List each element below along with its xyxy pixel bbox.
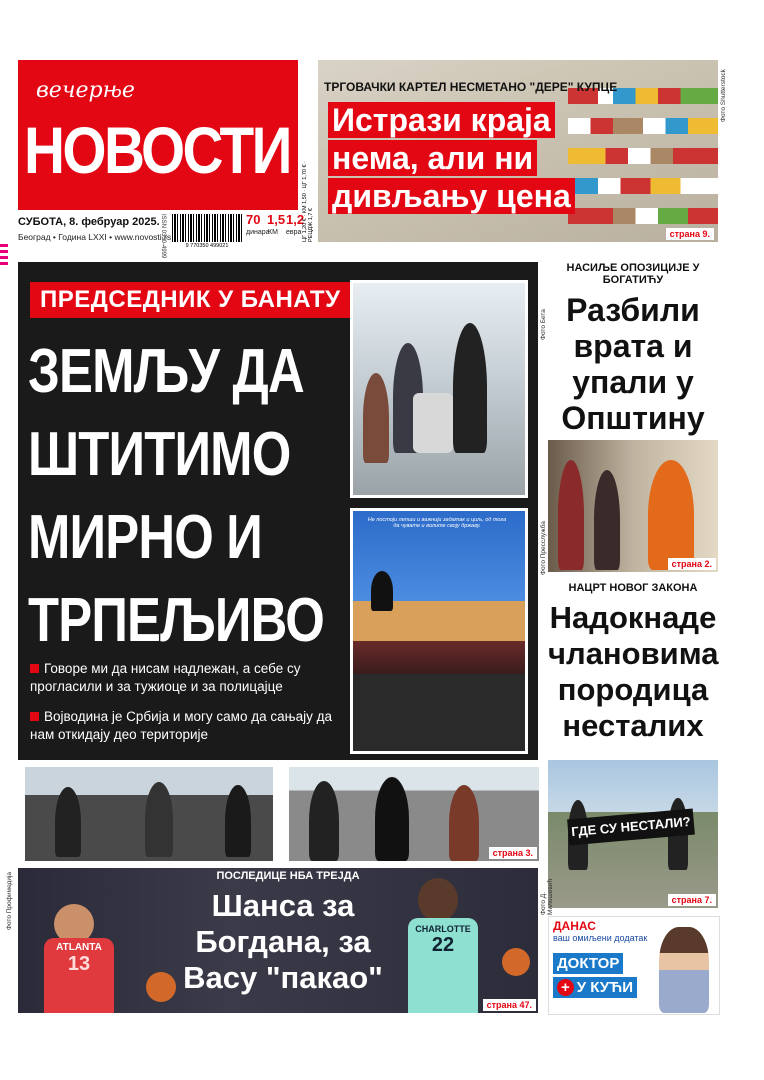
- photo-credit: Фото Профимедија: [6, 871, 13, 930]
- person-figure: [558, 460, 584, 570]
- headline-line: Богдана, за: [195, 924, 371, 959]
- headline-line: несталих: [562, 708, 704, 743]
- main-story[interactable]: [18, 262, 538, 760]
- person-figure: [594, 470, 620, 570]
- person-figure: [363, 373, 389, 463]
- masthead-small-text: вечерње: [36, 78, 135, 103]
- ad-top: ДАНАС: [553, 919, 596, 933]
- person-figure: [225, 785, 251, 857]
- player-head: [418, 878, 458, 922]
- jersey-team: ATLANTA: [56, 942, 102, 953]
- masthead-subline: Београд • Година LXXI • www.novosti.rs: [18, 232, 172, 242]
- price-value: 1,5: [267, 212, 286, 227]
- president-crowd-photo: [286, 764, 542, 864]
- person-figure: [309, 781, 339, 861]
- right-story-headline: [548, 600, 718, 744]
- masthead-title: НОВОСТИ: [24, 113, 290, 187]
- stage-banner: Не постоји лепши и важнији задатак и циљ, од тога да чувате и волите своју државу.: [367, 517, 507, 529]
- protest-banner: ГДЕ СУ НЕСТАЛИ?: [567, 809, 695, 846]
- photo-credit: Фото Бета: [540, 309, 547, 340]
- headline-line: члановима: [548, 636, 719, 671]
- headline-line: ШТИТИМО: [28, 420, 291, 489]
- headline-line: дивљању цена: [328, 178, 575, 214]
- jersey-number: 13: [67, 953, 91, 975]
- right-story-headline: [548, 292, 718, 436]
- bullet-square: [30, 712, 39, 721]
- price-value: 1,2: [286, 212, 305, 227]
- price-value: 70: [246, 212, 261, 227]
- headline-line: нема, али ни: [328, 140, 537, 176]
- main-story-headline: [28, 330, 324, 662]
- photo-credit: Фото Д. Милошевић: [540, 878, 554, 915]
- sewing-machine: [413, 393, 453, 453]
- headline-line: Истрази краја: [328, 102, 555, 138]
- stage-photo: [350, 508, 528, 754]
- headline-line: ЗЕМЉУ ДА: [28, 337, 304, 406]
- page-reference[interactable]: страна 9.: [666, 228, 714, 240]
- ad-title-1: ДОКТОР: [553, 953, 623, 974]
- person-figure: [55, 787, 81, 857]
- headline-line: упали у: [572, 364, 694, 400]
- page-reference[interactable]: страна 3.: [489, 847, 537, 859]
- top-story[interactable]: [318, 60, 718, 242]
- sports-story[interactable]: [18, 868, 538, 1013]
- barcode: [172, 214, 242, 242]
- ad-title-text: У КУЋИ: [576, 979, 634, 996]
- main-story-tag: ПРЕДСЕДНИК У БАНАТУ: [30, 282, 351, 318]
- masthead-logo: [18, 60, 298, 210]
- headline-line: Надокнаде: [549, 600, 717, 635]
- page-reference[interactable]: страна 7.: [668, 894, 716, 906]
- audience: [353, 641, 525, 751]
- headline-line: Васу "пакао": [183, 960, 383, 995]
- bullet-text: Војводина је Србија и могу само да сањају да нам откидају део територије: [30, 709, 332, 742]
- jersey-right: [408, 918, 478, 1013]
- headline-line: Општину: [561, 400, 705, 436]
- top-story-kicker: ТРГОВАЧКИ КАРТЕЛ НЕСМЕТАНО "ДЕРЕ" КУПЦЕ: [324, 80, 618, 94]
- headline-line: МИРНО И: [28, 503, 262, 572]
- right-story-kicker: НАСИЉЕ ОПОЗИЦИЈЕ У БОГАТИЋУ: [566, 262, 700, 286]
- speaker-figure: [371, 571, 393, 611]
- right-story-kicker: НАЦРТ НОВОГ ЗАКОНА: [568, 582, 698, 594]
- price-currency: евра: [286, 229, 302, 236]
- sports-kicker: ПОСЛЕДИЦЕ НБА ТРЕЈДА: [216, 870, 360, 882]
- person-figure: [453, 323, 487, 453]
- barcode-number: 9 770350 499021: [185, 243, 229, 249]
- sports-headline: [168, 888, 398, 996]
- ad-sub: ваш омиљени додатак: [553, 933, 648, 943]
- main-bullet: [30, 660, 350, 696]
- jersey-number: 22: [431, 934, 455, 956]
- bullet-square: [30, 664, 39, 673]
- ad-title-2: [553, 977, 637, 998]
- issue-date: СУБОТА, 8. фебруар 2025.: [18, 216, 160, 228]
- price-box: [246, 212, 305, 242]
- crowd-photo: [22, 764, 276, 864]
- jersey-team: CHARLOTTE: [415, 924, 471, 934]
- person-figure: [375, 777, 409, 861]
- bogatic-photo: [548, 440, 718, 572]
- bullet-text: Говоре ми да нисам надлежан, а себе су прогласили и за тужиоце и за полицајце: [30, 661, 301, 694]
- headline-line: Разбили: [566, 292, 700, 328]
- shelf-row: [568, 178, 718, 194]
- top-story-headline: [328, 102, 575, 216]
- headline-line: врата и: [573, 328, 693, 364]
- photo-credit: Фото Shutterstock: [720, 69, 727, 122]
- right-story-2[interactable]: [548, 582, 718, 912]
- issn: ISSN 0350-4999: [160, 214, 166, 259]
- person-figure: [145, 782, 173, 857]
- doctor-ad[interactable]: [548, 916, 720, 1015]
- price-currency: динара: [246, 229, 270, 236]
- shelf-row: [568, 118, 718, 134]
- shelf-row: [568, 148, 718, 164]
- foreign-prices: ЦГ 1,20 € · КМ 1,50 · ЦГ 1,70 € · РЕЦДЖ 1,7 €: [302, 161, 314, 242]
- headline-line: ТРПЕЉИВО: [28, 586, 325, 655]
- photo-credit: Фото Пресслужба: [540, 521, 547, 575]
- factory-photo: [350, 280, 528, 498]
- basketball-icon: [502, 948, 530, 976]
- person-figure: [648, 460, 694, 570]
- page-reference[interactable]: страна 2.: [668, 558, 716, 570]
- missing-protest-photo: [548, 760, 718, 908]
- shelf-row: [568, 208, 718, 224]
- page-marker: [0, 244, 8, 266]
- right-story-1[interactable]: [548, 262, 718, 574]
- person-figure: [449, 785, 479, 861]
- ad-woman-figure: [659, 927, 709, 1013]
- price-currency: КМ: [268, 229, 278, 236]
- jersey-left: [44, 938, 114, 1013]
- plus-icon: +: [557, 979, 574, 996]
- main-bullet: [30, 708, 350, 744]
- headline-line: породица: [557, 672, 709, 707]
- page-reference[interactable]: страна 47.: [483, 999, 536, 1011]
- headline-line: Шанса за: [211, 888, 355, 923]
